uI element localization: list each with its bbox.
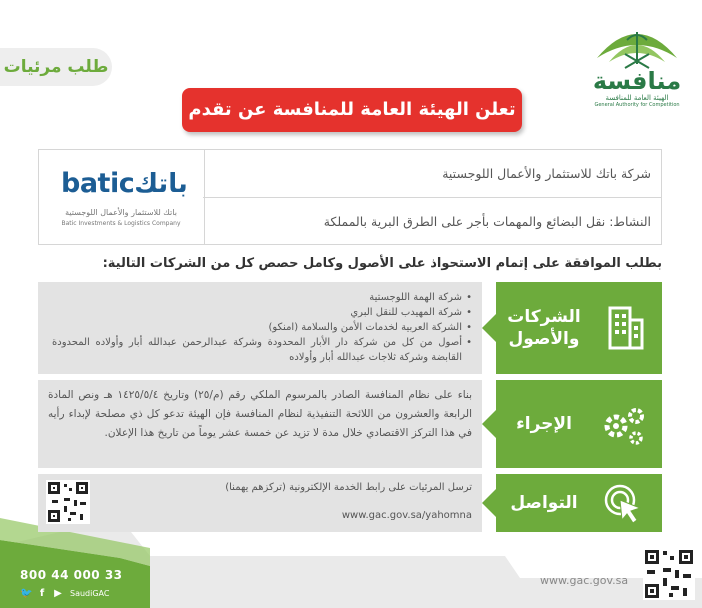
cursor-click-icon — [602, 482, 646, 526]
procedure-text: بناء على نظام المنافسة الصادر بالمرسوم الملكي رقم (م/٢٥) وتاريخ ١٤٢٥/٥/٤ هـ ونص المادة الرابعة والعشرون من اللائحة التنفيذية لنظام المنافسة فإن الهيئة تدعو كل ذي مصلحة لإبداء رأيه في هذا التركز الاقتصادي خلال مدة لا تزيد عن خمسة عشر يوماً من تاريخ هذا الإعلان. — [48, 389, 472, 439]
company-box — [38, 149, 662, 245]
list-item — [52, 335, 472, 365]
company-info — [203, 150, 661, 244]
companies-label — [496, 282, 662, 374]
procedure-label — [496, 380, 662, 468]
logo-subtitle-english: General Authority for Competition — [594, 102, 680, 108]
logo-subtitle-arabic: الهيئة العامة للمنافسة — [605, 94, 669, 102]
list-item — [52, 305, 472, 320]
logo-name: منافسة — [592, 67, 682, 95]
request-tag: طلب مرئيات — [0, 48, 112, 86]
list-item — [52, 320, 472, 335]
social-handle: SaudiGAC — [70, 588, 110, 598]
website-link[interactable]: www.gac.gov.sa — [540, 574, 629, 587]
procedure-body — [38, 380, 482, 468]
batic-latin-wordmark: batic — [61, 168, 135, 199]
contact-label — [496, 474, 662, 532]
procedure-label-text: الإجراء — [516, 414, 572, 434]
batic-subtitle-arabic: باتك للاستثمار والأعمال اللوجستية — [65, 208, 177, 217]
qr-code-icon[interactable] — [643, 548, 695, 600]
contact-body — [38, 474, 482, 532]
companies-list — [52, 290, 472, 365]
phone-number: 800 44 000 33 — [20, 568, 123, 582]
companies-body — [38, 282, 482, 374]
gears-icon — [602, 404, 646, 446]
contact-text: ترسل المرئيات على رابط الخدمة الإلكترونية (تركزهم يهمنا) — [225, 482, 472, 493]
list-item-text: • شركة الهمة اللوجستية — [369, 292, 462, 303]
palm-swords-emblem-icon — [587, 18, 687, 72]
batic-logo — [39, 150, 205, 244]
batic-arabic-wordmark: باتك — [134, 169, 188, 199]
list-item-text: • أصول من كل من شركة دار الأبار المحدودة وشركة عبدالرحمن عبدالله أبار وأولاده المحدودة القابضة وشركة ثلاجات عبدالله أبار وأولاده — [52, 337, 462, 363]
buildings-icon — [606, 304, 646, 350]
facebook-icon[interactable]: f — [39, 587, 45, 599]
contact-url[interactable]: www.gac.gov.sa/yahomna — [341, 510, 472, 521]
company-name: شركة باتك للاستثمار والأعمال اللوجستية — [442, 166, 651, 181]
batic-wordmark — [61, 168, 188, 204]
youtube-icon[interactable]: ▶ — [54, 587, 62, 599]
qr-code-icon[interactable] — [46, 480, 90, 524]
batic-subtitle-english: Batic Investments & Logistics Company — [61, 220, 181, 227]
companies-label-text: الشركات والأصول — [507, 307, 581, 349]
social-links — [20, 586, 109, 600]
contact-label-text: التواصل — [510, 493, 578, 513]
list-item-text: • شركة المهيدب للنقل البري — [350, 307, 462, 318]
company-activity: النشاط: نقل البضائع والمهمات بأجر على الطرق البرية بالمملكة — [203, 197, 661, 244]
list-item — [52, 290, 472, 305]
announcement-banner: تعلن الهيئة العامة للمنافسة عن تقدم — [182, 88, 522, 132]
twitter-icon[interactable]: 🐦 — [20, 587, 33, 599]
request-heading: بطلب الموافقة على إتمام الاستحواذ على الأصول وكامل حصص كل من الشركات التالية: — [102, 256, 662, 271]
list-item-text: • الشركة العربية لخدمات الأمن والسلامة (امنكو) — [268, 322, 462, 333]
gac-logo — [582, 18, 692, 118]
